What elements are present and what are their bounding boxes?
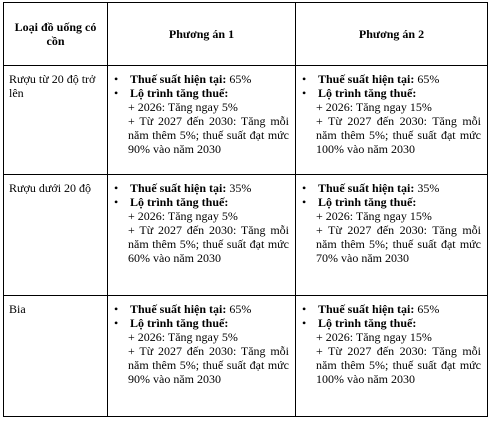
table-row bbox=[4, 66, 488, 175]
roadmap-step: + 2026: Tăng ngay 5% bbox=[128, 209, 238, 223]
roadmap-step: + Từ 2027 đến 2030: Tăng mỗi năm thêm 5%; thuế suất đạt mức 70% vào năm 2030 bbox=[316, 223, 481, 265]
bullet-icon: • bbox=[114, 72, 119, 86]
bullet-icon: • bbox=[302, 195, 307, 209]
bullet-current-rate: • Thuế suất hiện tại: 65% bbox=[302, 302, 440, 316]
bullet-current-rate: • Thuế suất hiện tại: 65% bbox=[114, 302, 252, 316]
bullet-icon: • bbox=[114, 195, 119, 209]
table-header-row bbox=[4, 3, 488, 66]
bullet-icon: • bbox=[114, 86, 119, 100]
bullet-current-rate: • Thuế suất hiện tại: 35% bbox=[114, 181, 252, 195]
header-option-1: Phương án 1 bbox=[108, 3, 296, 66]
roadmap-step: + Từ 2027 đến 2030: Tăng mỗi năm thêm 5%; thuế suất đạt mức 100% vào năm 2030 bbox=[316, 344, 481, 386]
roadmap-step: + Từ 2027 đến 2030: Tăng mỗi năm thêm 5%; thuế suất đạt mức 100% vào năm 2030 bbox=[316, 114, 481, 156]
roadmap-step: + Từ 2027 đến 2030: Tăng mỗi năm thêm 5%; thuế suất đạt mức 90% vào năm 2030 bbox=[128, 344, 289, 386]
option-2-cell bbox=[296, 175, 488, 296]
bullet-icon: • bbox=[114, 316, 119, 330]
option-1-cell bbox=[108, 175, 296, 296]
bullet-icon: • bbox=[302, 316, 307, 330]
roadmap-step: + 2026: Tăng ngay 15% bbox=[316, 209, 432, 223]
bullet-roadmap: • Lộ trình tăng thuế: bbox=[302, 195, 417, 209]
bullet-icon: • bbox=[114, 181, 119, 195]
alcohol-tax-table bbox=[3, 2, 488, 417]
bullet-icon: • bbox=[114, 302, 119, 316]
bullet-roadmap: • Lộ trình tăng thuế: bbox=[114, 86, 229, 100]
roadmap-step: + Từ 2027 đến 2030: Tăng mỗi năm thêm 5%; thuế suất đạt mức 90% vào năm 2030 bbox=[128, 114, 289, 156]
roadmap-step: + 2026: Tăng ngay 15% bbox=[316, 100, 432, 114]
drink-type-cell: Rượu từ 20 độ trở lên bbox=[4, 66, 108, 175]
roadmap-step: + 2026: Tăng ngay 5% bbox=[128, 100, 238, 114]
roadmap-step: + 2026: Tăng ngay 5% bbox=[128, 330, 238, 344]
bullet-icon: • bbox=[302, 181, 307, 195]
option-1-cell bbox=[108, 66, 296, 175]
header-drink-type: Loại đồ uống có cồn bbox=[4, 3, 108, 66]
option-2-cell bbox=[296, 66, 488, 175]
option-2-cell bbox=[296, 296, 488, 417]
table-row bbox=[4, 296, 488, 417]
bullet-icon: • bbox=[302, 86, 307, 100]
roadmap-step: + 2026: Tăng ngay 15% bbox=[316, 330, 432, 344]
table-row bbox=[4, 175, 488, 296]
option-1-cell bbox=[108, 296, 296, 417]
roadmap-step: + Từ 2027 đến 2030: Tăng mỗi năm thêm 5%; thuế suất đạt mức 60% vào năm 2030 bbox=[128, 223, 289, 265]
bullet-icon: • bbox=[302, 302, 307, 316]
bullet-roadmap: • Lộ trình tăng thuế: bbox=[302, 316, 417, 330]
bullet-current-rate: • Thuế suất hiện tại: 65% bbox=[302, 72, 440, 86]
bullet-current-rate: • Thuế suất hiện tại: 35% bbox=[302, 181, 440, 195]
drink-type-cell: Bia bbox=[4, 296, 108, 417]
bullet-roadmap: • Lộ trình tăng thuế: bbox=[302, 86, 417, 100]
header-option-2: Phương án 2 bbox=[296, 3, 488, 66]
drink-type-cell: Rượu dưới 20 độ bbox=[4, 175, 108, 296]
bullet-roadmap: • Lộ trình tăng thuế: bbox=[114, 195, 229, 209]
bullet-roadmap: • Lộ trình tăng thuế: bbox=[114, 316, 229, 330]
bullet-icon: • bbox=[302, 72, 307, 86]
bullet-current-rate: • Thuế suất hiện tại: 65% bbox=[114, 72, 252, 86]
